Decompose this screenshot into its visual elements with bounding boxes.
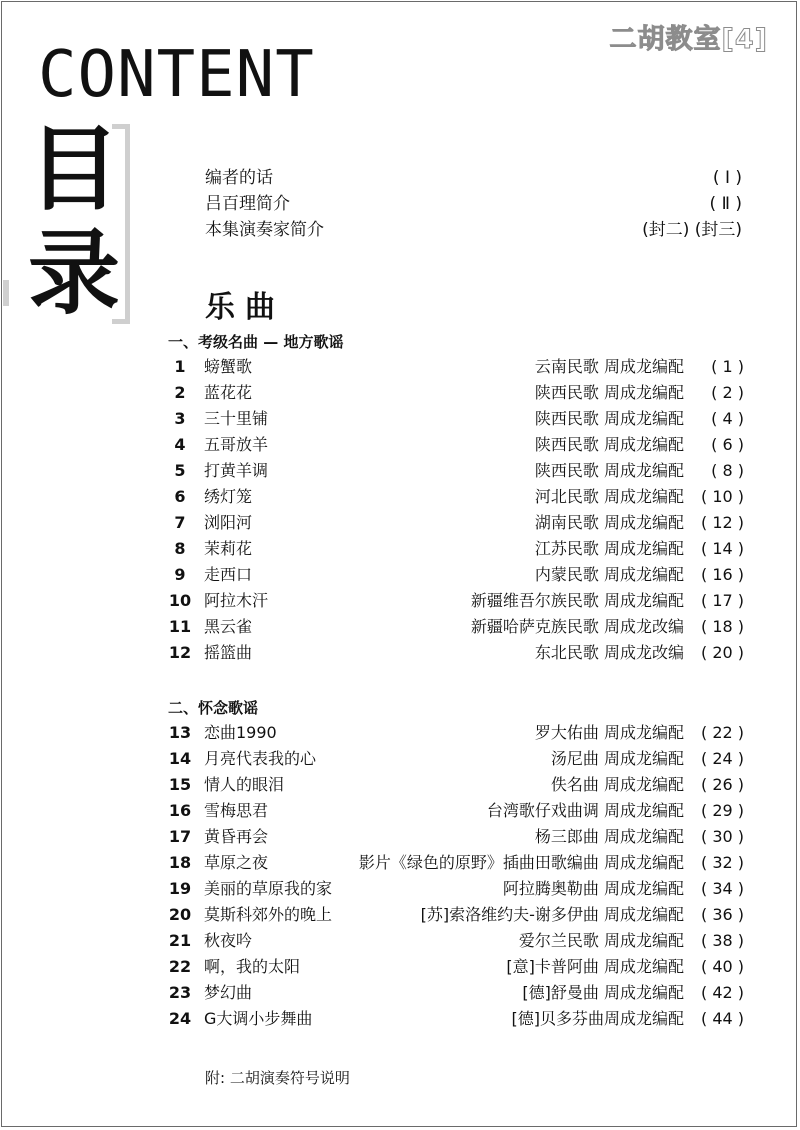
entry-credit: 陕西民歌 周成龙编配 [534, 435, 684, 454]
toc-entry[interactable] [168, 824, 744, 850]
entry-title: 啊，我的太阳 [204, 957, 301, 976]
entry-title: 打黄羊调 [204, 461, 269, 480]
entry-title: 情人的眼泪 [204, 775, 285, 794]
entry-credit: 湖南民歌 周成龙编配 [534, 513, 684, 532]
entry-number: 3 [174, 409, 186, 428]
mulu-char: 录 [28, 220, 121, 327]
entry-page: ( 36 ) [700, 905, 744, 924]
entry-title: G大调小步舞曲 [204, 1009, 313, 1028]
toc-entry[interactable] [168, 484, 744, 510]
content-heading: CONTENT [38, 38, 315, 112]
group-title: 一、考级名曲 — 地方歌谣 [168, 333, 344, 351]
entry-number: 17 [168, 827, 192, 846]
entry-number: 1 [174, 357, 186, 376]
entry-number: 19 [168, 879, 192, 898]
entry-page: ( 29 ) [700, 801, 744, 820]
entry-credit: 杨三郎曲 周成龙编配 [534, 827, 684, 846]
entry-page: ( 30 ) [700, 827, 744, 846]
entry-title: 三十里铺 [204, 409, 269, 428]
series-title: 二胡教室[4] [609, 24, 768, 55]
entry-number: 11 [168, 617, 192, 636]
entry-title: 浏阳河 [204, 513, 253, 532]
toc-entry[interactable] [168, 954, 744, 980]
toc-entry[interactable] [168, 432, 744, 458]
toc-entry[interactable] [168, 588, 744, 614]
entry-number: 14 [168, 749, 192, 768]
entry-page: ( 40 ) [700, 957, 744, 976]
entry-credit: 佚名曲 周成龙编配 [550, 775, 684, 794]
entry-title: 美丽的草原我的家 [204, 879, 333, 898]
entry-page: ( 14 ) [700, 539, 744, 558]
entry-title: 螃蟹歌 [204, 357, 253, 376]
entry-number: 7 [174, 513, 186, 532]
entry-credit: 陕西民歌 周成龙编配 [534, 383, 684, 402]
entry-number: 18 [168, 853, 192, 872]
toc-entry[interactable] [168, 720, 744, 746]
decorative-bracket-mark [3, 280, 9, 306]
entry-page: (封二) (封三) [642, 220, 742, 240]
mulu-heading [28, 116, 121, 327]
entry-credit: 内蒙民歌 周成龙编配 [534, 565, 684, 584]
entry-credit: 台湾歌仔戏曲调 周成龙编配 [486, 801, 684, 820]
entry-title: 阿拉木汗 [204, 591, 269, 610]
front-matter-entry[interactable] [205, 165, 742, 191]
entry-page: ( 18 ) [700, 617, 744, 636]
entry-number: 2 [174, 383, 186, 402]
toc-entry[interactable] [168, 772, 744, 798]
toc-entry[interactable] [168, 798, 744, 824]
entry-credit: 爱尔兰民歌 周成龙编配 [518, 931, 684, 950]
toc-entry[interactable] [168, 928, 744, 954]
entry-title: 黄昏再会 [204, 827, 269, 846]
entry-credit: 新疆维吾尔族民歌 周成龙编配 [470, 591, 684, 610]
entry-title: 秋夜吟 [204, 931, 253, 950]
appendix-note: 附: 二胡演奏符号说明 [205, 1069, 350, 1087]
entry-page: ( 8 ) [711, 461, 744, 480]
entry-title: 梦幻曲 [204, 983, 253, 1002]
entry-credit: 罗大佑曲 周成龙编配 [534, 723, 684, 742]
entry-number: 21 [168, 931, 192, 950]
entry-page: ( 10 ) [700, 487, 744, 506]
entry-page: ( 20 ) [700, 643, 744, 662]
entry-number: 10 [168, 591, 192, 610]
entry-credit: 汤尼曲 周成龙编配 [550, 749, 684, 768]
entry-number: 8 [174, 539, 186, 558]
entry-credit: 河北民歌 周成龙编配 [534, 487, 684, 506]
toc-entry[interactable] [168, 510, 744, 536]
front-matter-list [205, 165, 742, 243]
entry-title: 雪梅思君 [204, 801, 269, 820]
entry-credit: [德]贝多芬曲周成龙编配 [511, 1009, 684, 1028]
entry-credit: [德]舒曼曲 周成龙编配 [522, 983, 684, 1002]
entry-page: ( 42 ) [700, 983, 744, 1002]
toc-group-nostalgic-songs [168, 696, 744, 1032]
entry-page: ( 16 ) [700, 565, 744, 584]
entry-number: 4 [174, 435, 186, 454]
entry-number: 9 [174, 565, 186, 584]
entry-title: 黑云雀 [204, 617, 253, 636]
entry-page: ( Ⅰ ) [712, 168, 742, 188]
entry-credit: 阿拉腾奥勒曲 周成龙编配 [502, 879, 684, 898]
entry-credit: [苏]索洛维约夫-谢多伊曲 周成龙编配 [420, 905, 684, 924]
entry-page: ( 44 ) [700, 1009, 744, 1028]
toc-entry[interactable] [168, 614, 744, 640]
toc-entry[interactable] [168, 850, 744, 876]
toc-entry[interactable] [168, 458, 744, 484]
entry-number: 6 [174, 487, 186, 506]
group-title: 二、怀念歌谣 [168, 699, 259, 717]
toc-entry[interactable] [168, 406, 744, 432]
entry-page: ( 38 ) [700, 931, 744, 950]
entry-title: 绣灯笼 [204, 487, 253, 506]
entry-page: ( 4 ) [711, 409, 744, 428]
entry-number: 20 [168, 905, 192, 924]
section-heading: 乐曲 [205, 290, 285, 325]
toc-entry[interactable] [168, 746, 744, 772]
front-matter-entry[interactable] [205, 191, 742, 217]
entry-title: 莫斯科郊外的晚上 [204, 905, 333, 924]
toc-entry[interactable] [168, 640, 744, 666]
entry-credit: 云南民歌 周成龙编配 [534, 357, 684, 376]
entry-number: 15 [168, 775, 192, 794]
entry-credit: [意]卡普阿曲 周成龙编配 [506, 957, 684, 976]
entry-page: ( 32 ) [700, 853, 744, 872]
entry-number: 16 [168, 801, 192, 820]
toc-entry[interactable] [168, 876, 744, 902]
entry-title: 恋曲1990 [204, 723, 277, 742]
entry-title: 吕百理简介 [205, 194, 290, 214]
entry-page: ( 2 ) [711, 383, 744, 402]
entry-page: ( 26 ) [700, 775, 744, 794]
toc-entry[interactable] [168, 1006, 744, 1032]
entry-title: 本集演奏家简介 [205, 220, 324, 240]
toc-entry[interactable] [168, 354, 744, 380]
entry-title: 五哥放羊 [204, 435, 269, 454]
entry-page: ( 1 ) [711, 357, 744, 376]
entry-number: 13 [168, 723, 192, 742]
entry-title: 编者的话 [205, 168, 273, 188]
entry-page: ( Ⅱ ) [709, 194, 742, 214]
entry-title: 蓝花花 [204, 383, 253, 402]
entry-page: ( 24 ) [700, 749, 744, 768]
entry-number: 23 [168, 983, 192, 1002]
entry-number: 22 [168, 957, 192, 976]
front-matter-entry[interactable] [205, 217, 742, 243]
entry-number: 24 [168, 1009, 192, 1028]
entry-page: ( 12 ) [700, 513, 744, 532]
entry-title: 走西口 [204, 565, 253, 584]
entry-credit: 东北民歌 周成龙改编 [534, 643, 684, 662]
entry-credit: 陕西民歌 周成龙编配 [534, 461, 684, 480]
entry-number: 5 [174, 461, 186, 480]
entry-page: ( 17 ) [700, 591, 744, 610]
toc-entry[interactable] [168, 380, 744, 406]
entry-credit: 新疆哈萨克族民歌 周成龙改编 [470, 617, 684, 636]
entry-credit: 影片《绿色的原野》插曲田歌编曲 周成龙编配 [358, 853, 684, 872]
toc-entry[interactable] [168, 980, 744, 1006]
toc-group-regional-songs [168, 330, 744, 666]
entry-number: 12 [168, 643, 192, 662]
entry-page: ( 34 ) [700, 879, 744, 898]
entry-credit: 江苏民歌 周成龙编配 [534, 539, 684, 558]
toc-entry[interactable] [168, 536, 744, 562]
entry-title: 月亮代表我的心 [204, 749, 317, 768]
entry-page: ( 22 ) [700, 723, 744, 742]
mulu-char: 目 [28, 116, 121, 223]
entry-title: 茉莉花 [204, 539, 253, 558]
toc-entry[interactable] [168, 562, 744, 588]
entry-page: ( 6 ) [711, 435, 744, 454]
entry-title: 摇篮曲 [204, 643, 253, 662]
entry-title: 草原之夜 [204, 853, 269, 872]
entry-credit: 陕西民歌 周成龙编配 [534, 409, 684, 428]
toc-entry[interactable] [168, 902, 744, 928]
